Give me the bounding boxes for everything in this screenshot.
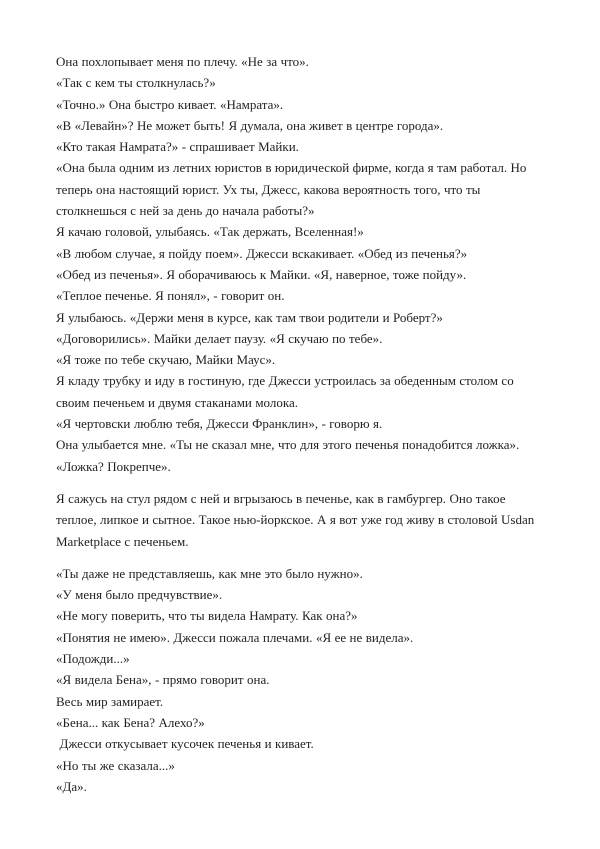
paragraph: «Я чертовски люблю тебя, Джесси Франклин», - говорю я. <box>56 416 383 432</box>
paragraph: «Она была одним из летних юристов в юридической фирме, когда я там работал. Но теперь она настоящий юрист. Ух ты, Джесс, какова вероятность того, что ты столкнешься с ней за день до начала работы?» <box>56 160 530 219</box>
paragraph: «Так с кем ты столкнулась?» <box>56 75 216 91</box>
paragraph: Я качаю головой, улыбаясь. «Так держать, Вселенная!» <box>56 224 364 240</box>
paragraph: «Бена... как Бена? Алехо?» <box>56 714 205 730</box>
paragraph: «Подожди...» <box>56 651 130 667</box>
paragraph: Я кладу трубку и иду в гостиную, где Джесси устроилась за обеденным столом со своим печеньем и двумя стаканами молока. <box>56 373 518 410</box>
blank-line <box>56 552 544 563</box>
paragraph: «Не могу поверить, что ты видела Намрату. Как она?» <box>56 608 358 624</box>
paragraph: Я улыбаюсь. «Держи меня в курсе, как там твои родители и Роберт?» <box>56 309 443 325</box>
paragraph: «В «Левайн»? Не может быть! Я думала, она живет в центре города». <box>56 117 444 133</box>
paragraph: «Обед из печенья». Я оборачиваюсь к Майки. «Я, наверное, тоже пойду». <box>56 266 467 282</box>
paragraph: «У меня было предчувствие». <box>56 587 223 603</box>
paragraph: Она улыбается мне. «Ты не сказал мне, что для этого печенья понадобится ложка». <box>56 437 520 453</box>
paragraph: «Но ты же сказала...» <box>56 757 175 773</box>
blank-line <box>56 477 544 488</box>
paragraph: «Точно.» Она быстро кивает. «Намрата». <box>56 96 284 112</box>
paragraph: Я сажусь на стул рядом с ней и вгрызаюсь в печенье, как в гамбургер. Оно такое теплое, липкое и сытное. Такое нью-йоркское. А я вот уже год живу в столовой Usdan Marketplace с печеньем. <box>56 490 538 549</box>
paragraph: «Я тоже по тебе скучаю, Майки Маус». <box>56 352 276 368</box>
document-text <box>56 51 544 797</box>
paragraph: «Да». <box>56 778 87 794</box>
paragraph: «Понятия не имею». Джесси пожала плечами. «Я ее не видела». <box>56 629 414 645</box>
paragraph: «Теплое печенье. Я понял», - говорит он. <box>56 288 285 304</box>
paragraph: «В любом случае, я пойду поем». Джесси вскакивает. «Обед из печенья?» <box>56 245 468 261</box>
paragraph: Весь мир замирает. <box>56 693 164 709</box>
paragraph: «Ложка? Покрепче». <box>56 458 171 474</box>
paragraph: «Я видела Бена», - прямо говорит она. <box>56 672 270 688</box>
paragraph: «Кто такая Намрата?» - спрашивает Майки. <box>56 139 299 155</box>
paragraph: «Ты даже не представляешь, как мне это было нужно». <box>56 565 363 581</box>
paragraph: «Договорились». Майки делает паузу. «Я скучаю по тебе». <box>56 330 383 346</box>
paragraph: Она похлопывает меня по плечу. «Не за что». <box>56 54 309 69</box>
paragraph: Джесси откусывает кусочек печенья и кивает. <box>56 736 314 752</box>
